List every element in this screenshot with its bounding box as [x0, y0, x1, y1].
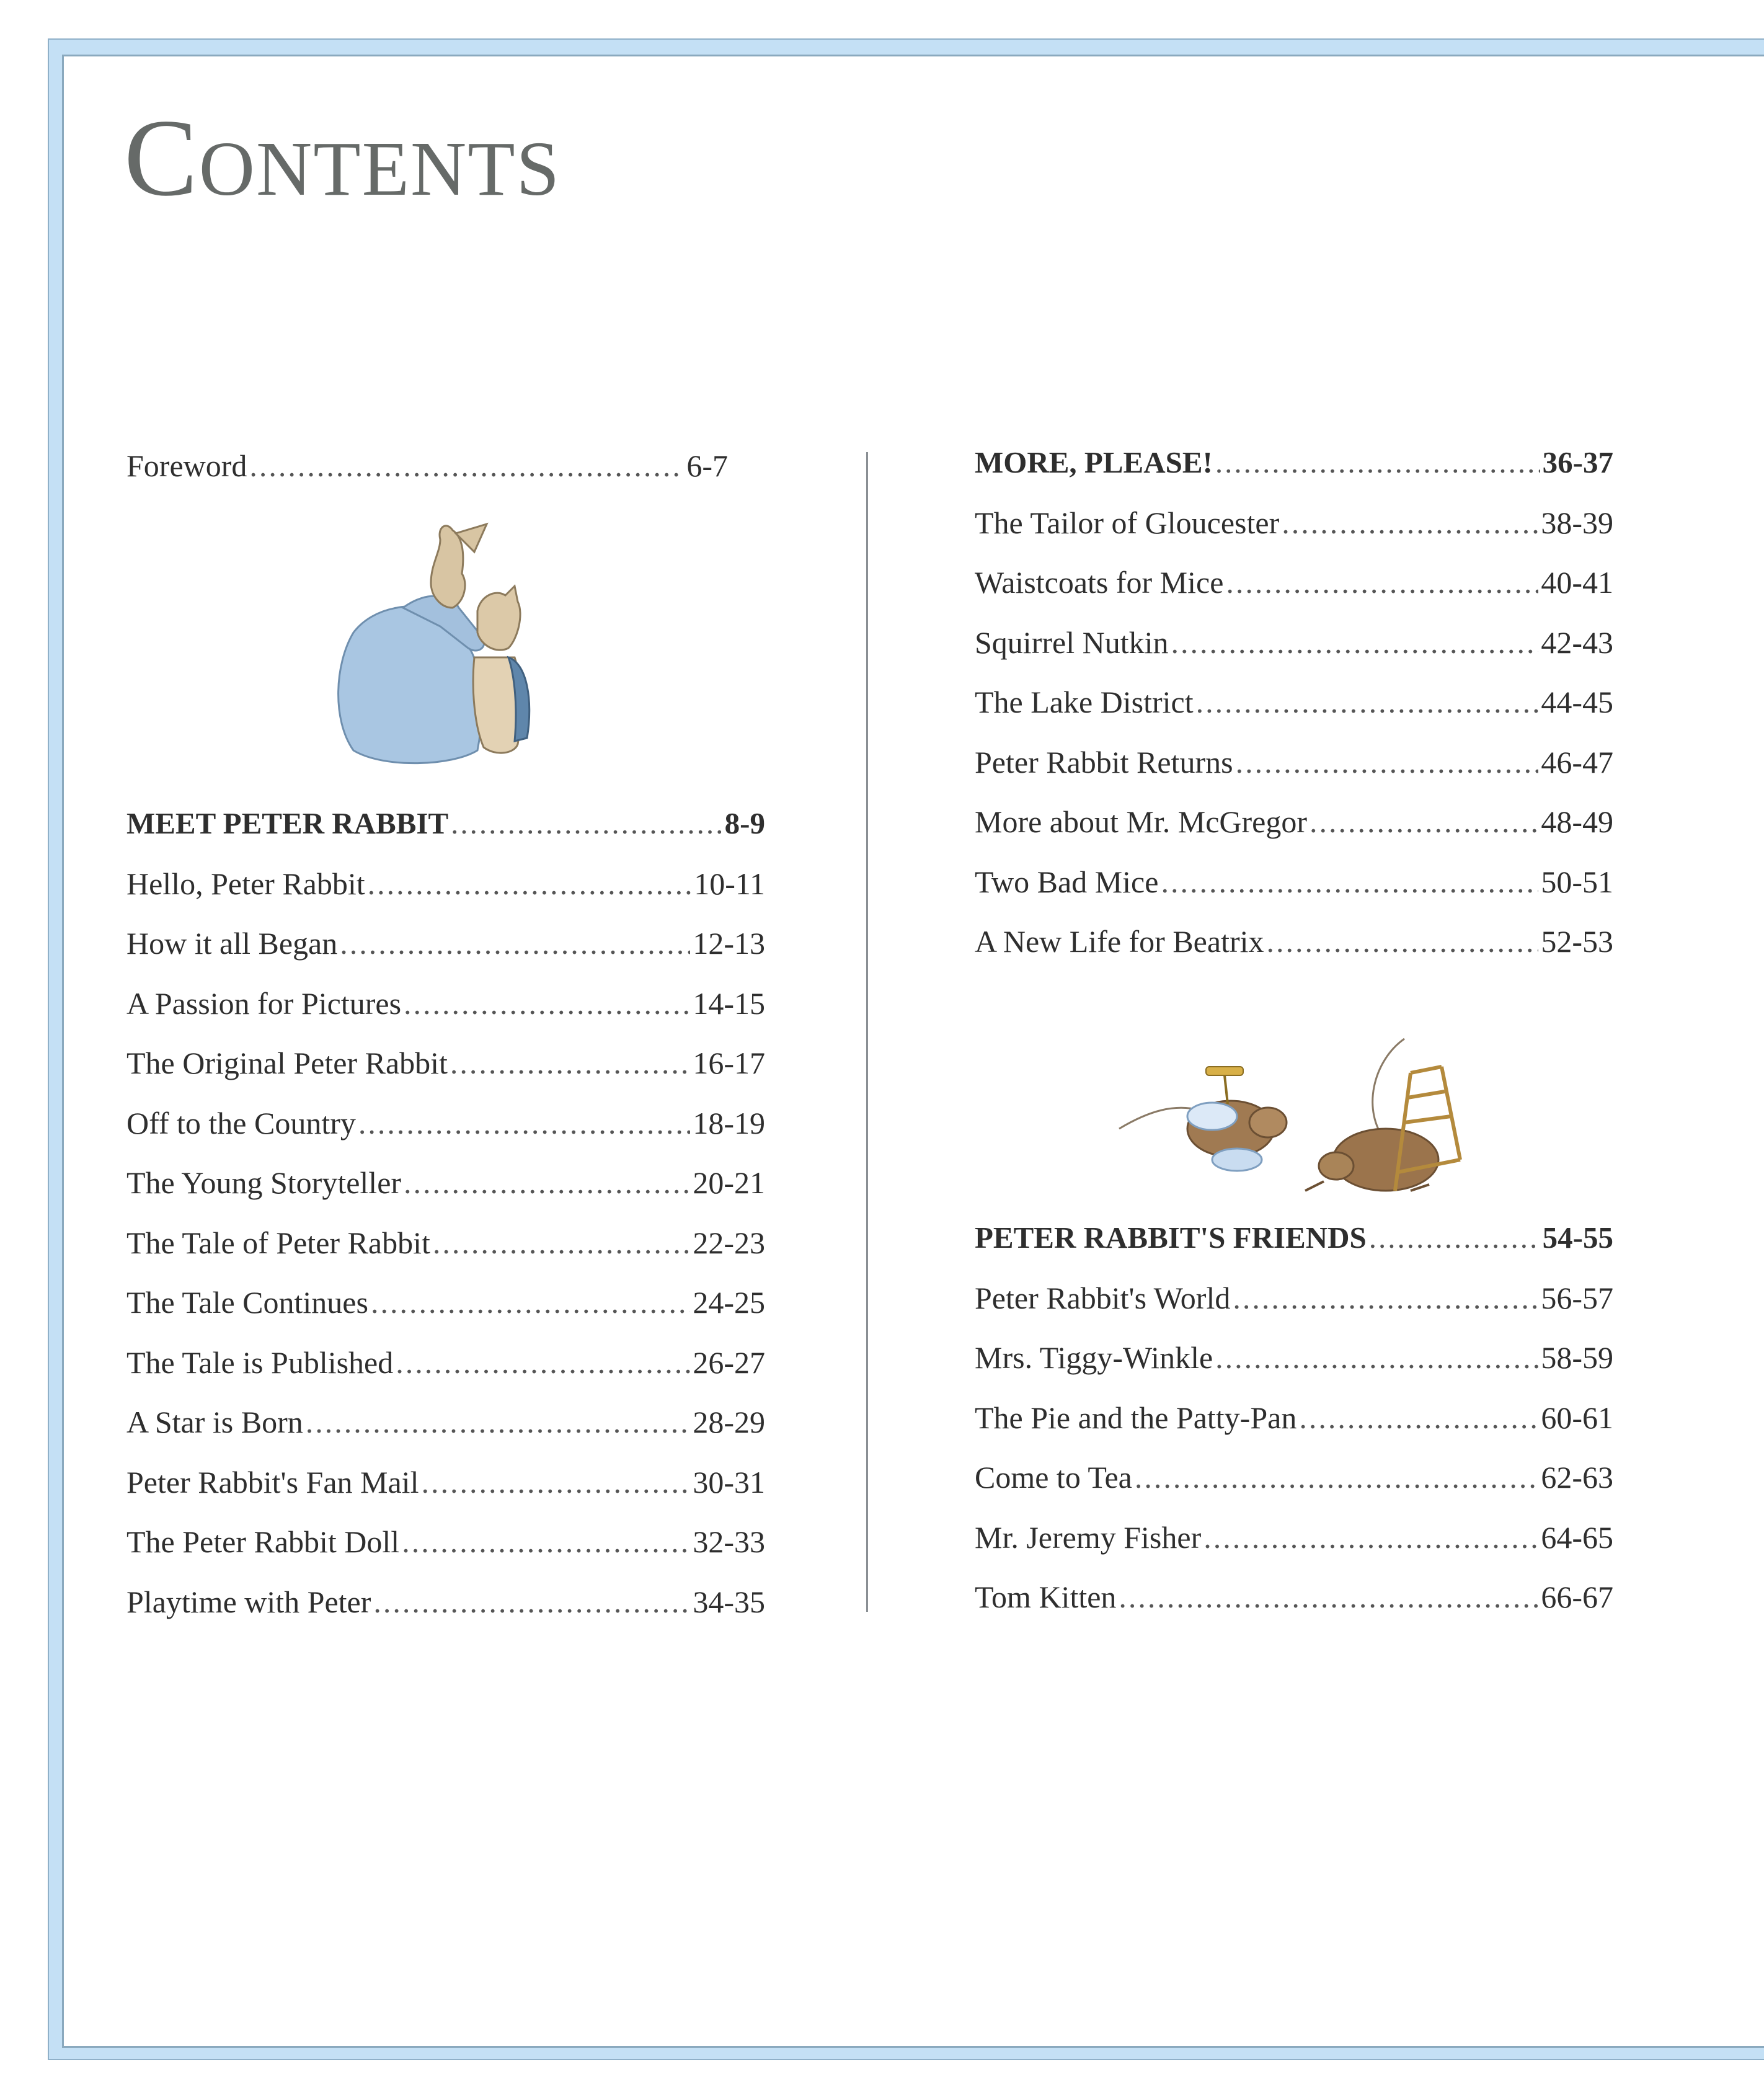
dot-leader	[421, 1464, 690, 1500]
toc-left-column	[126, 0, 765, 2085]
entry-title: Foreword	[126, 448, 247, 483]
section-title: PETER RABBIT'S FRIENDS	[975, 1220, 1367, 1255]
toc-entry[interactable]	[975, 564, 1613, 608]
entry-pages: 16-17	[693, 1046, 765, 1080]
entry-title: Mr. Jeremy Fisher	[975, 1519, 1202, 1555]
dot-leader	[1233, 1280, 1538, 1316]
column-divider	[866, 452, 868, 1612]
dot-leader	[1215, 445, 1540, 480]
entry-title: Peter Rabbit's Fan Mail	[126, 1464, 419, 1500]
entry-title: The Pie and the Patty-Pan	[975, 1400, 1297, 1435]
illustration-mrs-rabbit-and-peter	[329, 515, 558, 769]
entry-title: How it all Began	[126, 926, 338, 961]
toc-entry[interactable]	[126, 925, 765, 969]
entry-pages: 64-65	[1541, 1519, 1613, 1555]
dot-leader	[450, 1045, 690, 1081]
entry-pages: 44-45	[1541, 685, 1613, 719]
entry-pages: 18-19	[693, 1105, 765, 1140]
entry-pages: 62-63	[1541, 1460, 1613, 1495]
dot-leader	[1282, 505, 1538, 541]
entry-pages: 28-29	[693, 1405, 765, 1439]
toc-entry[interactable]	[975, 1280, 1613, 1323]
dot-leader	[1171, 625, 1538, 660]
entry-pages: 14-15	[693, 985, 765, 1021]
dot-leader	[358, 1105, 690, 1141]
entry-title: Mrs. Tiggy-Winkle	[975, 1340, 1213, 1375]
entry-title: The Tale Continues	[126, 1285, 368, 1320]
toc-entry[interactable]	[126, 1165, 765, 1208]
entry-title: Tom Kitten	[975, 1580, 1117, 1614]
entry-title: Peter Rabbit's World	[975, 1280, 1231, 1315]
entry-pages: 12-13	[693, 926, 765, 961]
entry-pages: 24-25	[693, 1285, 765, 1320]
dot-leader	[1369, 1220, 1540, 1255]
toc-entry[interactable]	[126, 1105, 765, 1149]
entry-pages: 60-61	[1541, 1400, 1613, 1435]
entry-title: A Star is Born	[126, 1405, 303, 1439]
toc-entry[interactable]	[975, 1519, 1613, 1563]
toc-entry[interactable]	[126, 1225, 765, 1268]
toc-entry[interactable]	[126, 1284, 765, 1328]
dot-leader	[1226, 564, 1538, 600]
dot-leader	[368, 866, 692, 902]
toc-entry[interactable]	[975, 1400, 1613, 1443]
toc-entry[interactable]	[975, 1340, 1613, 1383]
toc-entry[interactable]	[975, 923, 1613, 967]
dot-leader	[1236, 744, 1539, 780]
toc-entry[interactable]	[975, 625, 1613, 668]
entry-pages: 34-35	[693, 1584, 765, 1619]
dot-leader	[396, 1345, 690, 1380]
toc-entry[interactable]	[126, 985, 765, 1029]
section-title: MEET PETER RABBIT	[126, 806, 449, 840]
toc-entry[interactable]	[975, 1579, 1613, 1622]
entry-title: Come to Tea	[975, 1460, 1132, 1495]
entry-title: Peter Rabbit Returns	[975, 744, 1233, 780]
toc-entry[interactable]	[975, 1459, 1613, 1503]
toc-entry-foreword[interactable]	[126, 448, 728, 491]
entry-title: The Tailor of Gloucester	[975, 505, 1280, 540]
section-pages: 36-37	[1542, 445, 1613, 479]
dot-leader	[404, 1165, 690, 1201]
dot-leader	[1310, 804, 1538, 840]
toc-section-meet-peter-rabbit[interactable]	[126, 806, 765, 849]
entry-title: A New Life for Beatrix	[975, 924, 1264, 959]
dot-leader	[1267, 923, 1539, 959]
entry-pages: 50-51	[1541, 864, 1613, 899]
toc-entry[interactable]	[126, 1584, 765, 1627]
toc-entry[interactable]	[975, 864, 1613, 907]
entry-title: Squirrel Nutkin	[975, 625, 1169, 660]
dot-leader	[1203, 1519, 1538, 1555]
entry-title: A Passion for Pictures	[126, 985, 402, 1021]
dot-leader	[404, 985, 690, 1021]
dot-leader	[306, 1404, 691, 1440]
entry-pages: 58-59	[1541, 1340, 1613, 1375]
entry-title: The Tale of Peter Rabbit	[126, 1225, 430, 1260]
dot-leader	[340, 925, 690, 961]
toc-section-more-please[interactable]	[975, 445, 1613, 488]
entry-title: The Tale is Published	[126, 1345, 394, 1380]
entry-pages: 26-27	[693, 1345, 765, 1380]
toc-entry[interactable]	[126, 1345, 765, 1388]
toc-entry[interactable]	[126, 1404, 765, 1447]
toc-entry[interactable]	[126, 1464, 765, 1508]
entry-pages: 56-57	[1541, 1280, 1613, 1315]
toc-entry[interactable]	[975, 804, 1613, 847]
dot-leader	[249, 448, 684, 484]
entry-title: Two Bad Mice	[975, 864, 1159, 899]
section-pages: 54-55	[1542, 1220, 1613, 1255]
dot-leader	[1299, 1400, 1538, 1436]
entry-title: The Young Storyteller	[126, 1165, 402, 1200]
entry-pages: 32-33	[693, 1524, 765, 1559]
entry-title: Off to the Country	[126, 1105, 356, 1140]
dot-leader	[1196, 684, 1539, 720]
entry-pages: 22-23	[693, 1225, 765, 1260]
entry-title: Hello, Peter Rabbit	[126, 866, 365, 901]
entry-title: Playtime with Peter	[126, 1584, 371, 1619]
entry-title: The Peter Rabbit Doll	[126, 1524, 400, 1559]
dot-leader	[402, 1524, 690, 1560]
entry-pages: 6-7	[686, 448, 728, 483]
page-title: Contents	[124, 96, 561, 219]
section-pages: 8-9	[724, 806, 765, 840]
toc-entry[interactable]	[975, 684, 1613, 727]
entry-pages: 40-41	[1541, 565, 1613, 600]
entry-pages: 66-67	[1541, 1580, 1613, 1614]
entry-pages: 46-47	[1541, 744, 1613, 780]
toc-entry[interactable]	[975, 505, 1613, 548]
dot-leader	[1215, 1340, 1538, 1376]
entry-pages: 38-39	[1541, 505, 1613, 540]
dot-leader	[371, 1284, 690, 1320]
entry-title: More about Mr. McGregor	[975, 804, 1307, 839]
dot-leader	[433, 1225, 690, 1261]
toc-entry[interactable]	[126, 866, 765, 909]
dot-leader	[1119, 1579, 1538, 1615]
entry-title: The Original Peter Rabbit	[126, 1046, 448, 1080]
entry-pages: 48-49	[1541, 804, 1613, 839]
entry-pages: 30-31	[693, 1464, 765, 1500]
entry-pages: 10-11	[694, 866, 765, 901]
illustration-two-bad-mice	[1113, 1036, 1479, 1212]
entry-pages: 42-43	[1541, 625, 1613, 660]
entry-pages: 20-21	[693, 1165, 765, 1200]
entry-title: Waistcoats for Mice	[975, 565, 1224, 600]
section-title: MORE, PLEASE!	[975, 445, 1213, 479]
dot-leader	[451, 806, 722, 841]
dot-leader	[1135, 1459, 1538, 1495]
dot-leader	[1161, 864, 1538, 900]
dot-leader	[373, 1584, 690, 1620]
toc-entry[interactable]	[975, 744, 1613, 788]
entry-pages: 52-53	[1541, 924, 1613, 959]
entry-title: The Lake District	[975, 685, 1194, 719]
toc-entry[interactable]	[126, 1524, 765, 1567]
toc-entry[interactable]	[126, 1045, 765, 1088]
toc-section-peter-rabbits-friends[interactable]	[975, 1220, 1613, 1263]
